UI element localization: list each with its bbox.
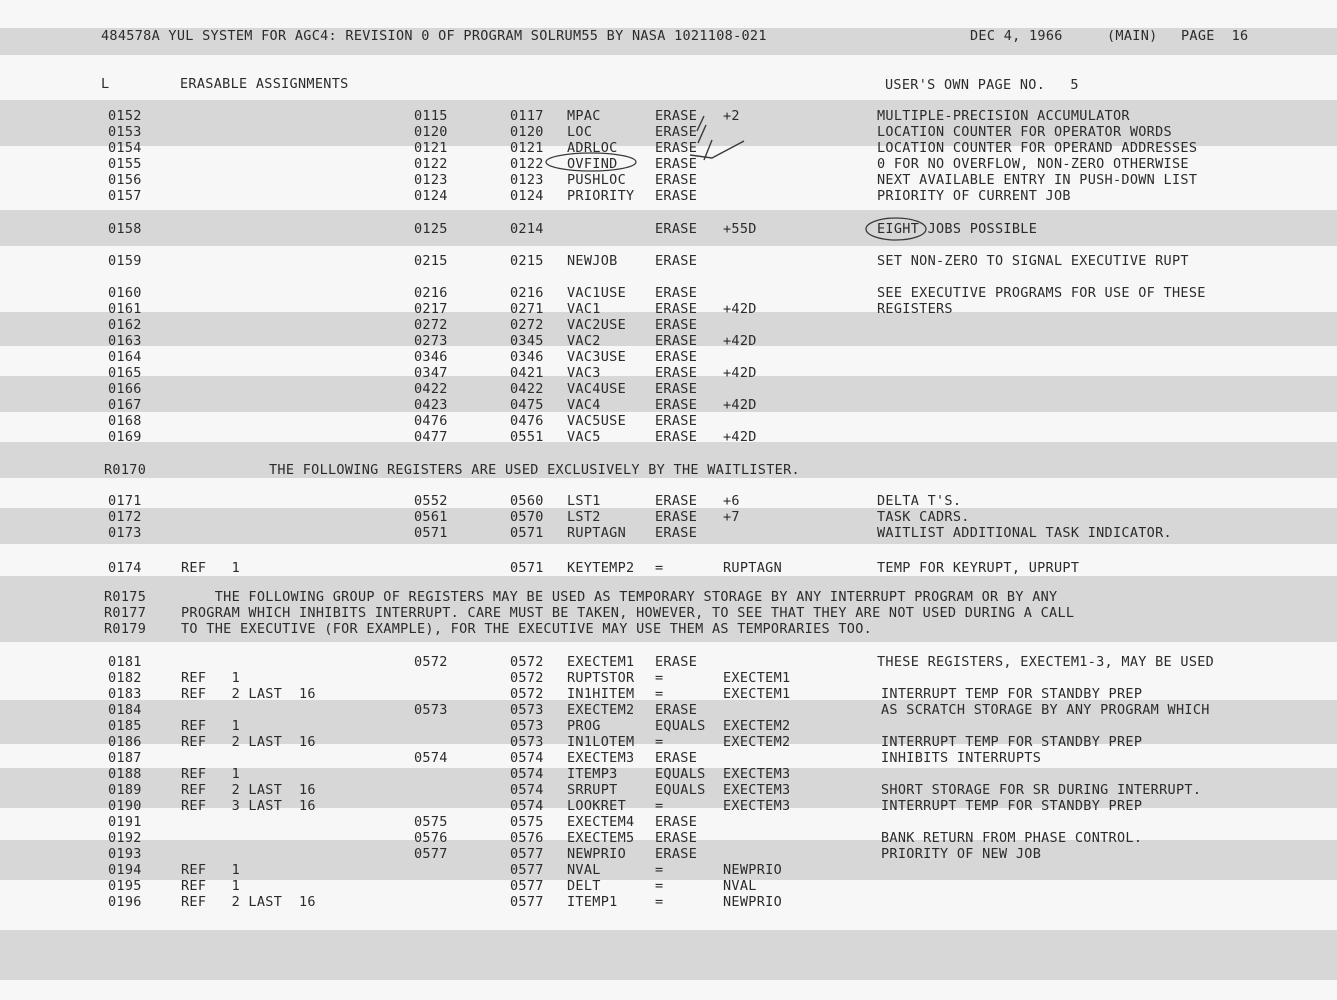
- opcode-field: ERASE: [655, 285, 698, 301]
- ref-field: REF 2 LAST 16: [181, 782, 316, 798]
- ref-field: REF 1: [181, 766, 240, 782]
- address-field: 0115: [414, 108, 448, 124]
- address-field: 0571: [414, 525, 448, 541]
- location-field: 0214: [510, 221, 544, 237]
- pen-slash-mark: [697, 116, 704, 131]
- pen-circle-eight: [866, 218, 926, 240]
- location-field: 0574: [510, 798, 544, 814]
- operand-field: +6: [723, 493, 740, 509]
- label-field: NVAL: [567, 862, 601, 878]
- operand-field: EXECTEM3: [723, 798, 791, 814]
- comment-field: SET NON-ZERO TO SIGNAL EXECUTIVE RUPT: [877, 253, 1189, 269]
- location-field: 0216: [510, 285, 544, 301]
- comment-field: SEE EXECUTIVE PROGRAMS FOR USE OF THESE: [877, 285, 1206, 301]
- seq-number: 0156: [108, 172, 142, 188]
- opcode-field: =: [655, 878, 664, 894]
- label-field: NEWPRIO: [567, 846, 626, 862]
- operand-field: +42D: [723, 365, 757, 381]
- label-field: VAC2USE: [567, 317, 626, 333]
- address-field: 0477: [414, 429, 448, 445]
- opcode-field: ERASE: [655, 317, 698, 333]
- location-field: 0574: [510, 782, 544, 798]
- location-field: 0577: [510, 846, 544, 862]
- operand-field: NEWPRIO: [723, 862, 782, 878]
- opcode-field: ERASE: [655, 172, 698, 188]
- ref-field: REF 1: [181, 670, 240, 686]
- operand-field: +7: [723, 509, 740, 525]
- seq-number: 0193: [108, 846, 142, 862]
- opcode-field: ERASE: [655, 381, 698, 397]
- label-field: SRRUPT: [567, 782, 618, 798]
- label-field: PUSHLOC: [567, 172, 626, 188]
- location-field: 0476: [510, 413, 544, 429]
- comment-field: INTERRUPT TEMP FOR STANDBY PREP: [881, 798, 1143, 814]
- seq-number: 0185: [108, 718, 142, 734]
- opcode-field: =: [655, 734, 664, 750]
- seq-number: 0169: [108, 429, 142, 445]
- seq-number: R0179: [104, 621, 147, 637]
- operand-field: +2: [723, 108, 740, 124]
- location-field: 0560: [510, 493, 544, 509]
- operand-field: RUPTAGN: [723, 560, 782, 576]
- opcode-field: ERASE: [655, 221, 698, 237]
- address-field: 0121: [414, 140, 448, 156]
- seq-number: 0196: [108, 894, 142, 910]
- subheader-title: ERASABLE ASSIGNMENTS: [180, 76, 349, 92]
- seq-number: 0174: [108, 560, 142, 576]
- label-field: PRIORITY: [567, 188, 635, 204]
- comment-field: MULTIPLE-PRECISION ACCUMULATOR: [877, 108, 1130, 124]
- seq-number: 0194: [108, 862, 142, 878]
- opcode-field: =: [655, 894, 664, 910]
- address-field: 0573: [414, 702, 448, 718]
- opcode-field: =: [655, 670, 664, 686]
- header-main: (MAIN): [1107, 28, 1158, 44]
- location-field: 0421: [510, 365, 544, 381]
- ref-field: REF 2 LAST 16: [181, 894, 316, 910]
- label-field: VAC3USE: [567, 349, 626, 365]
- operand-field: EXECTEM3: [723, 766, 791, 782]
- location-field: 0422: [510, 381, 544, 397]
- location-field: 0122: [510, 156, 544, 172]
- location-field: 0572: [510, 686, 544, 702]
- opcode-field: ERASE: [655, 509, 698, 525]
- location-field: 0577: [510, 878, 544, 894]
- label-field: VAC1: [567, 301, 601, 317]
- label-field: VAC4USE: [567, 381, 626, 397]
- seq-number: 0171: [108, 493, 142, 509]
- seq-number: 0166: [108, 381, 142, 397]
- remark-text: PROGRAM WHICH INHIBITS INTERRUPT. CARE MUST BE TAKEN, HOWEVER, TO SEE THAT THEY ARE NOT USED DURING A CALL: [181, 605, 1075, 621]
- comment-field: AS SCRATCH STORAGE BY ANY PROGRAM WHICH: [881, 702, 1210, 718]
- label-field: RUPTAGN: [567, 525, 626, 541]
- comment-field: DELTA T'S.: [877, 493, 962, 509]
- seq-number: R0175: [104, 589, 147, 605]
- opcode-field: ERASE: [655, 702, 698, 718]
- label-field: VAC2: [567, 333, 601, 349]
- location-field: 0573: [510, 702, 544, 718]
- opcode-field: ERASE: [655, 333, 698, 349]
- opcode-field: =: [655, 798, 664, 814]
- label-field: EXECTEM1: [567, 654, 635, 670]
- location-field: 0346: [510, 349, 544, 365]
- comment-field: NEXT AVAILABLE ENTRY IN PUSH-DOWN LIST: [877, 172, 1198, 188]
- opcode-field: ERASE: [655, 349, 698, 365]
- label-field: VAC1USE: [567, 285, 626, 301]
- header-page: PAGE 16: [1181, 28, 1249, 44]
- seq-number: 0172: [108, 509, 142, 525]
- address-field: 0575: [414, 814, 448, 830]
- location-field: 0574: [510, 750, 544, 766]
- opcode-field: ERASE: [655, 124, 698, 140]
- operand-field: NEWPRIO: [723, 894, 782, 910]
- operand-field: EXECTEM2: [723, 734, 791, 750]
- seq-number: R0170: [104, 462, 147, 478]
- operand-field: +42D: [723, 301, 757, 317]
- pen-check-mark: [690, 141, 744, 158]
- address-field: 0346: [414, 349, 448, 365]
- operand-field: +42D: [723, 429, 757, 445]
- comment-field: SHORT STORAGE FOR SR DURING INTERRUPT.: [881, 782, 1202, 798]
- location-field: 0215: [510, 253, 544, 269]
- seq-number: 0186: [108, 734, 142, 750]
- address-field: 0124: [414, 188, 448, 204]
- location-field: 0475: [510, 397, 544, 413]
- label-field: DELT: [567, 878, 601, 894]
- seq-number: 0162: [108, 317, 142, 333]
- comment-field: INHIBITS INTERRUPTS: [881, 750, 1042, 766]
- seq-number: 0187: [108, 750, 142, 766]
- seq-number: 0188: [108, 766, 142, 782]
- address-field: 0272: [414, 317, 448, 333]
- comment-field: LOCATION COUNTER FOR OPERATOR WORDS: [877, 124, 1172, 140]
- address-field: 0574: [414, 750, 448, 766]
- label-field: VAC5USE: [567, 413, 626, 429]
- address-field: 0120: [414, 124, 448, 140]
- address-field: 0217: [414, 301, 448, 317]
- opcode-field: ERASE: [655, 830, 698, 846]
- address-field: 0215: [414, 253, 448, 269]
- label-field: ITEMP3: [567, 766, 618, 782]
- opcode-field: EQUALS: [655, 766, 706, 782]
- ref-field: REF 1: [181, 560, 240, 576]
- address-field: 0476: [414, 413, 448, 429]
- label-field: LOC: [567, 124, 593, 140]
- opcode-field: =: [655, 862, 664, 878]
- operand-field: EXECTEM1: [723, 670, 791, 686]
- opcode-field: ERASE: [655, 750, 698, 766]
- comment-field: PRIORITY OF CURRENT JOB: [877, 188, 1071, 204]
- label-field: VAC4: [567, 397, 601, 413]
- location-field: 0272: [510, 317, 544, 333]
- label-field: EXECTEM5: [567, 830, 635, 846]
- opcode-field: ERASE: [655, 365, 698, 381]
- label-field: NEWJOB: [567, 253, 618, 269]
- seq-number: 0160: [108, 285, 142, 301]
- opcode-field: ERASE: [655, 301, 698, 317]
- ref-field: REF 1: [181, 878, 240, 894]
- subheader-user-page: USER'S OWN PAGE NO. 5: [885, 77, 1079, 93]
- location-field: 0572: [510, 654, 544, 670]
- seq-number: 0181: [108, 654, 142, 670]
- seq-number: 0163: [108, 333, 142, 349]
- location-field: 0271: [510, 301, 544, 317]
- label-field: ITEMP1: [567, 894, 618, 910]
- address-field: 0125: [414, 221, 448, 237]
- seq-number: 0167: [108, 397, 142, 413]
- opcode-field: ERASE: [655, 846, 698, 862]
- comment-field: BANK RETURN FROM PHASE CONTROL.: [881, 830, 1143, 846]
- operand-field: EXECTEM3: [723, 782, 791, 798]
- ref-field: REF 1: [181, 718, 240, 734]
- location-field: 0571: [510, 525, 544, 541]
- comment-field: PRIORITY OF NEW JOB: [881, 846, 1042, 862]
- comment-field: THESE REGISTERS, EXECTEM1-3, MAY BE USED: [877, 654, 1215, 670]
- comment-field: TASK CADRS.: [877, 509, 970, 525]
- location-field: 0576: [510, 830, 544, 846]
- address-field: 0273: [414, 333, 448, 349]
- location-field: 0124: [510, 188, 544, 204]
- address-field: 0422: [414, 381, 448, 397]
- comment-field: TEMP FOR KEYRUPT, UPRUPT: [877, 560, 1080, 576]
- opcode-field: ERASE: [655, 429, 698, 445]
- seq-number: 0153: [108, 124, 142, 140]
- location-field: 0120: [510, 124, 544, 140]
- comment-field: INTERRUPT TEMP FOR STANDBY PREP: [881, 686, 1143, 702]
- label-field: OVFIND: [567, 156, 618, 172]
- location-field: 0345: [510, 333, 544, 349]
- remark-text: THE FOLLOWING REGISTERS ARE USED EXCLUSIVELY BY THE WAITLISTER.: [269, 462, 800, 478]
- seq-number: 0161: [108, 301, 142, 317]
- remark-text: TO THE EXECUTIVE (FOR EXAMPLE), FOR THE EXECUTIVE MAY USE THEM AS TEMPORARIES TOO.: [181, 621, 873, 637]
- seq-number: 0158: [108, 221, 142, 237]
- seq-number: 0152: [108, 108, 142, 124]
- seq-number: 0173: [108, 525, 142, 541]
- address-field: 0216: [414, 285, 448, 301]
- opcode-field: ERASE: [655, 188, 698, 204]
- location-field: 0570: [510, 509, 544, 525]
- location-field: 0574: [510, 766, 544, 782]
- seq-number: R0177: [104, 605, 147, 621]
- opcode-field: ERASE: [655, 493, 698, 509]
- ref-field: REF 2 LAST 16: [181, 686, 316, 702]
- seq-number: 0189: [108, 782, 142, 798]
- seq-number: 0184: [108, 702, 142, 718]
- opcode-field: =: [655, 686, 664, 702]
- seq-number: 0192: [108, 830, 142, 846]
- label-field: IN1HITEM: [567, 686, 635, 702]
- operand-field: EXECTEM2: [723, 718, 791, 734]
- address-field: 0577: [414, 846, 448, 862]
- comment-field: 0 FOR NO OVERFLOW, NON-ZERO OTHERWISE: [877, 156, 1189, 172]
- pen-check-mark: [698, 125, 712, 160]
- ref-field: REF 3 LAST 16: [181, 798, 316, 814]
- location-field: 0573: [510, 718, 544, 734]
- opcode-field: ERASE: [655, 253, 698, 269]
- address-field: 0123: [414, 172, 448, 188]
- seq-number: 0190: [108, 798, 142, 814]
- label-field: EXECTEM4: [567, 814, 635, 830]
- seq-number: 0165: [108, 365, 142, 381]
- address-field: 0122: [414, 156, 448, 172]
- label-field: LOOKRET: [567, 798, 626, 814]
- comment-field: INTERRUPT TEMP FOR STANDBY PREP: [881, 734, 1143, 750]
- seq-number: 0154: [108, 140, 142, 156]
- address-field: 0423: [414, 397, 448, 413]
- label-field: RUPTSTOR: [567, 670, 635, 686]
- label-field: VAC3: [567, 365, 601, 381]
- remark-text: THE FOLLOWING GROUP OF REGISTERS MAY BE USED AS TEMPORARY STORAGE BY ANY INTERRUPT PROGRAM OR BY ANY: [181, 589, 1058, 605]
- seq-number: 0182: [108, 670, 142, 686]
- location-field: 0123: [510, 172, 544, 188]
- location-field: 0575: [510, 814, 544, 830]
- location-field: 0121: [510, 140, 544, 156]
- label-field: MPAC: [567, 108, 601, 124]
- address-field: 0552: [414, 493, 448, 509]
- operand-field: NVAL: [723, 878, 757, 894]
- location-field: 0572: [510, 670, 544, 686]
- opcode-field: =: [655, 560, 664, 576]
- seq-number: 0191: [108, 814, 142, 830]
- opcode-field: ERASE: [655, 654, 698, 670]
- opcode-field: ERASE: [655, 108, 698, 124]
- address-field: 0347: [414, 365, 448, 381]
- seq-number: 0157: [108, 188, 142, 204]
- location-field: 0117: [510, 108, 544, 124]
- seq-number: 0183: [108, 686, 142, 702]
- ref-field: REF 2 LAST 16: [181, 734, 316, 750]
- header-line: 484578A YUL SYSTEM FOR AGC4: REVISION 0 OF PROGRAM SOLRUM55 BY NASA 1021108-021: [101, 28, 767, 44]
- operand-field: +42D: [723, 333, 757, 349]
- subheader-flag: L: [101, 76, 110, 92]
- label-field: IN1LOTEM: [567, 734, 635, 750]
- opcode-field: ERASE: [655, 525, 698, 541]
- label-field: EXECTEM3: [567, 750, 635, 766]
- opcode-field: EQUALS: [655, 718, 706, 734]
- address-field: 0561: [414, 509, 448, 525]
- location-field: 0577: [510, 862, 544, 878]
- label-field: PROG: [567, 718, 601, 734]
- opcode-field: ERASE: [655, 397, 698, 413]
- opcode-field: ERASE: [655, 140, 698, 156]
- comment-field: LOCATION COUNTER FOR OPERAND ADDRESSES: [877, 140, 1198, 156]
- address-field: 0576: [414, 830, 448, 846]
- address-field: 0572: [414, 654, 448, 670]
- seq-number: 0164: [108, 349, 142, 365]
- location-field: 0577: [510, 894, 544, 910]
- location-field: 0571: [510, 560, 544, 576]
- comment-field: EIGHT JOBS POSSIBLE: [877, 221, 1038, 237]
- opcode-field: ERASE: [655, 814, 698, 830]
- label-field: VAC5: [567, 429, 601, 445]
- location-field: 0573: [510, 734, 544, 750]
- label-field: EXECTEM2: [567, 702, 635, 718]
- label-field: KEYTEMP2: [567, 560, 635, 576]
- comment-field: WAITLIST ADDITIONAL TASK INDICATOR.: [877, 525, 1172, 541]
- label-field: ADRLOC: [567, 140, 618, 156]
- operand-field: EXECTEM1: [723, 686, 791, 702]
- seq-number: 0195: [108, 878, 142, 894]
- header-date: DEC 4, 1966: [970, 28, 1063, 44]
- pen-circle-ovfind: [546, 153, 636, 171]
- opcode-field: ERASE: [655, 156, 698, 172]
- seq-number: 0159: [108, 253, 142, 269]
- comment-field: REGISTERS: [877, 301, 953, 317]
- ref-field: REF 1: [181, 862, 240, 878]
- location-field: 0551: [510, 429, 544, 445]
- opcode-field: ERASE: [655, 413, 698, 429]
- label-field: LST1: [567, 493, 601, 509]
- seq-number: 0155: [108, 156, 142, 172]
- label-field: LST2: [567, 509, 601, 525]
- seq-number: 0168: [108, 413, 142, 429]
- opcode-field: EQUALS: [655, 782, 706, 798]
- operand-field: +42D: [723, 397, 757, 413]
- operand-field: +55D: [723, 221, 757, 237]
